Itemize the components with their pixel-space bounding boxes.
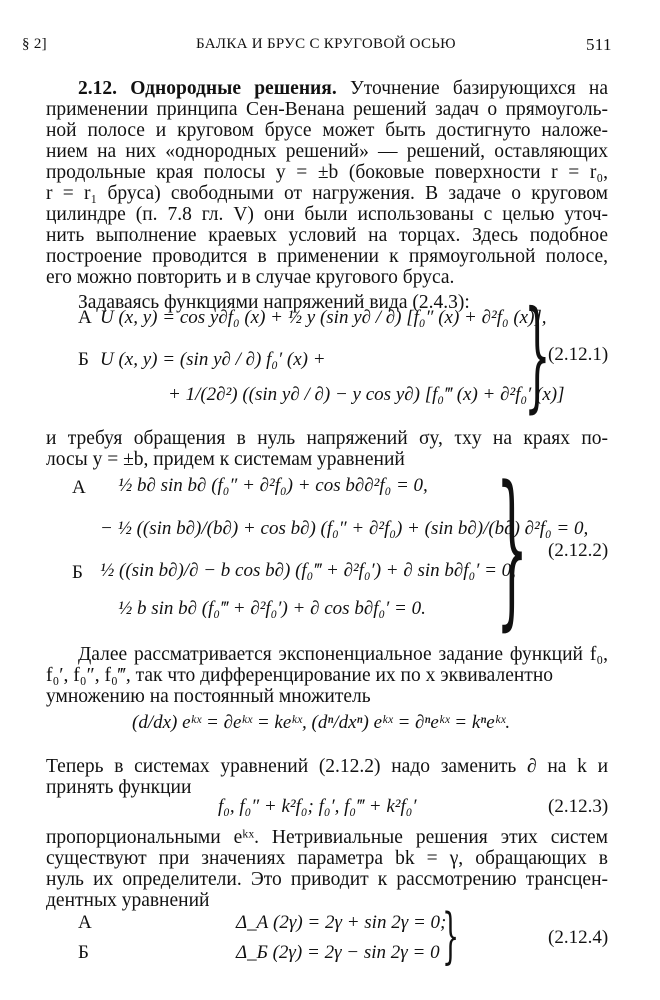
paragraph-line: дентных уравнений [46, 890, 210, 911]
paragraph-line: Далее рассматривается экспоненциальное задание функций f₀, [78, 644, 608, 665]
paragraph-line: его можно повторить и в случае кругового бруса. [46, 267, 455, 288]
paragraph-line: нить выполнение краевых условий на торцах. Здесь подобное [46, 225, 608, 246]
right-brace: } [442, 901, 460, 971]
paragraph-line: лосы y = ±b, придем к системам уравнений [46, 449, 405, 470]
equation-line: (d/dx) eᵏˣ = ∂eᵏˣ = keᵏˣ, (dⁿ/dxⁿ) eᵏˣ = ∂ⁿeᵏˣ = kⁿeᵏˣ. [132, 712, 511, 733]
right-brace: } [496, 450, 529, 646]
paragraph-line: принять функции [46, 777, 192, 798]
paragraph-line: существуют при значениях параметра bk = γ, обращающих в [46, 848, 608, 869]
section-mark: § 2] [22, 36, 47, 52]
equation-line: ½ ((sin b∂)/∂ − b cos b∂) (f₀‴ + ∂²f₀′) + ∂ sin b∂f₀′ = 0, [100, 560, 516, 581]
page-number: 511 [586, 35, 612, 54]
paragraph-line: продольные края полосы y = ±b (боковые поверхности r = r₀, [46, 162, 608, 183]
label-b: Б [72, 562, 83, 583]
equation-line: + 1/(2∂²) ((sin y∂ / ∂) − y cos y∂) [f₀‴ (x) + ∂²f₀′ (x)] [168, 384, 565, 405]
paragraph-line: Теперь в системах уравнений (2.12.2) надо заменить ∂ на k и [46, 756, 608, 777]
paragraph-line: r = r₁ бруса) свободными от нагружения. В задаче о круговом [46, 183, 608, 204]
equation-line: Δ_Б (2γ) = 2γ − sin 2γ = 0 [236, 942, 440, 963]
equation-line: ½ b∂ sin b∂ (f₀″ + ∂²f₀) + cos b∂∂²f₀ = 0, [118, 475, 428, 496]
label-a: А [78, 912, 92, 933]
equation-number: (2.12.1) [548, 344, 609, 365]
label-b: Б [78, 349, 89, 370]
paragraph-line: нием на них «однородных решений» — решений, оставляющих [46, 141, 608, 162]
paragraph-line: умножению на постоянный множитель [46, 686, 371, 707]
paragraph-line: нуль их определители. Это приводит к рассмотрению трансцен- [46, 869, 608, 890]
equation-line: ½ b sin b∂ (f₀‴ + ∂²f₀′) + ∂ cos b∂f₀′ = 0. [118, 598, 426, 619]
paragraph-line: и требуя обращения в нуль напряжений σy, τxy на краях по- [46, 428, 608, 449]
paragraph-line: построение проводится в применении к прямоугольной полосе, [46, 246, 608, 267]
paragraph-line: цилиндре (п. 7.8 гл. V) они были использованы с целью уточ- [46, 204, 608, 225]
paragraph-text: Уточнение базирующихся на [349, 78, 608, 99]
equation-line: Δ_А (2γ) = 2γ + sin 2γ = 0; [236, 912, 447, 933]
paragraph-line: ной полосе и круговом брусе может быть достигнуто наложе- [46, 120, 608, 141]
equation-number: (2.12.2) [548, 540, 609, 561]
label-a: А [78, 307, 92, 328]
paragraph-line: применении принципа Сен-Венана решений задач о прямоуголь- [46, 99, 608, 120]
running-title: БАЛКА И БРУС С КРУГОВОЙ ОСЬЮ [196, 36, 456, 52]
paragraph-line: пропорциональными eᵏˣ. Нетривиальные решения этих систем [46, 827, 608, 848]
label-b: Б [78, 942, 89, 963]
equation-line: f₀, f₀″ + k²f₀; f₀′, f₀‴ + k²f₀′ [218, 796, 417, 817]
equation-line: U (x, y) = cos y∂f₀ (x) + ½ y (sin y∂ / ∂) [f₀″ (x) + ∂²f₀ (x)], [100, 307, 547, 328]
equation-number: (2.12.3) [548, 796, 609, 817]
right-brace: } [524, 286, 551, 425]
equation-line: U (x, y) = (sin y∂ / ∂) f₀′ (x) + [100, 349, 326, 370]
equation-line: − ½ ((sin b∂)/(b∂) + cos b∂) (f₀″ + ∂²f₀) + (sin b∂)/(b∂) ∂²f₀ = 0, [100, 518, 589, 539]
section-heading: 2.12. Однородные решения. [78, 78, 337, 99]
label-a: А [72, 477, 86, 498]
intro-line: Задаваясь функциями напряжений вида (2.4.3): [78, 292, 470, 313]
equation-number: (2.12.4) [548, 927, 609, 948]
paragraph-first-line [78, 78, 608, 99]
paragraph-line: f₀′, f₀″, f₀‴, так что дифференцирование их по x эквивалентно [46, 665, 554, 686]
